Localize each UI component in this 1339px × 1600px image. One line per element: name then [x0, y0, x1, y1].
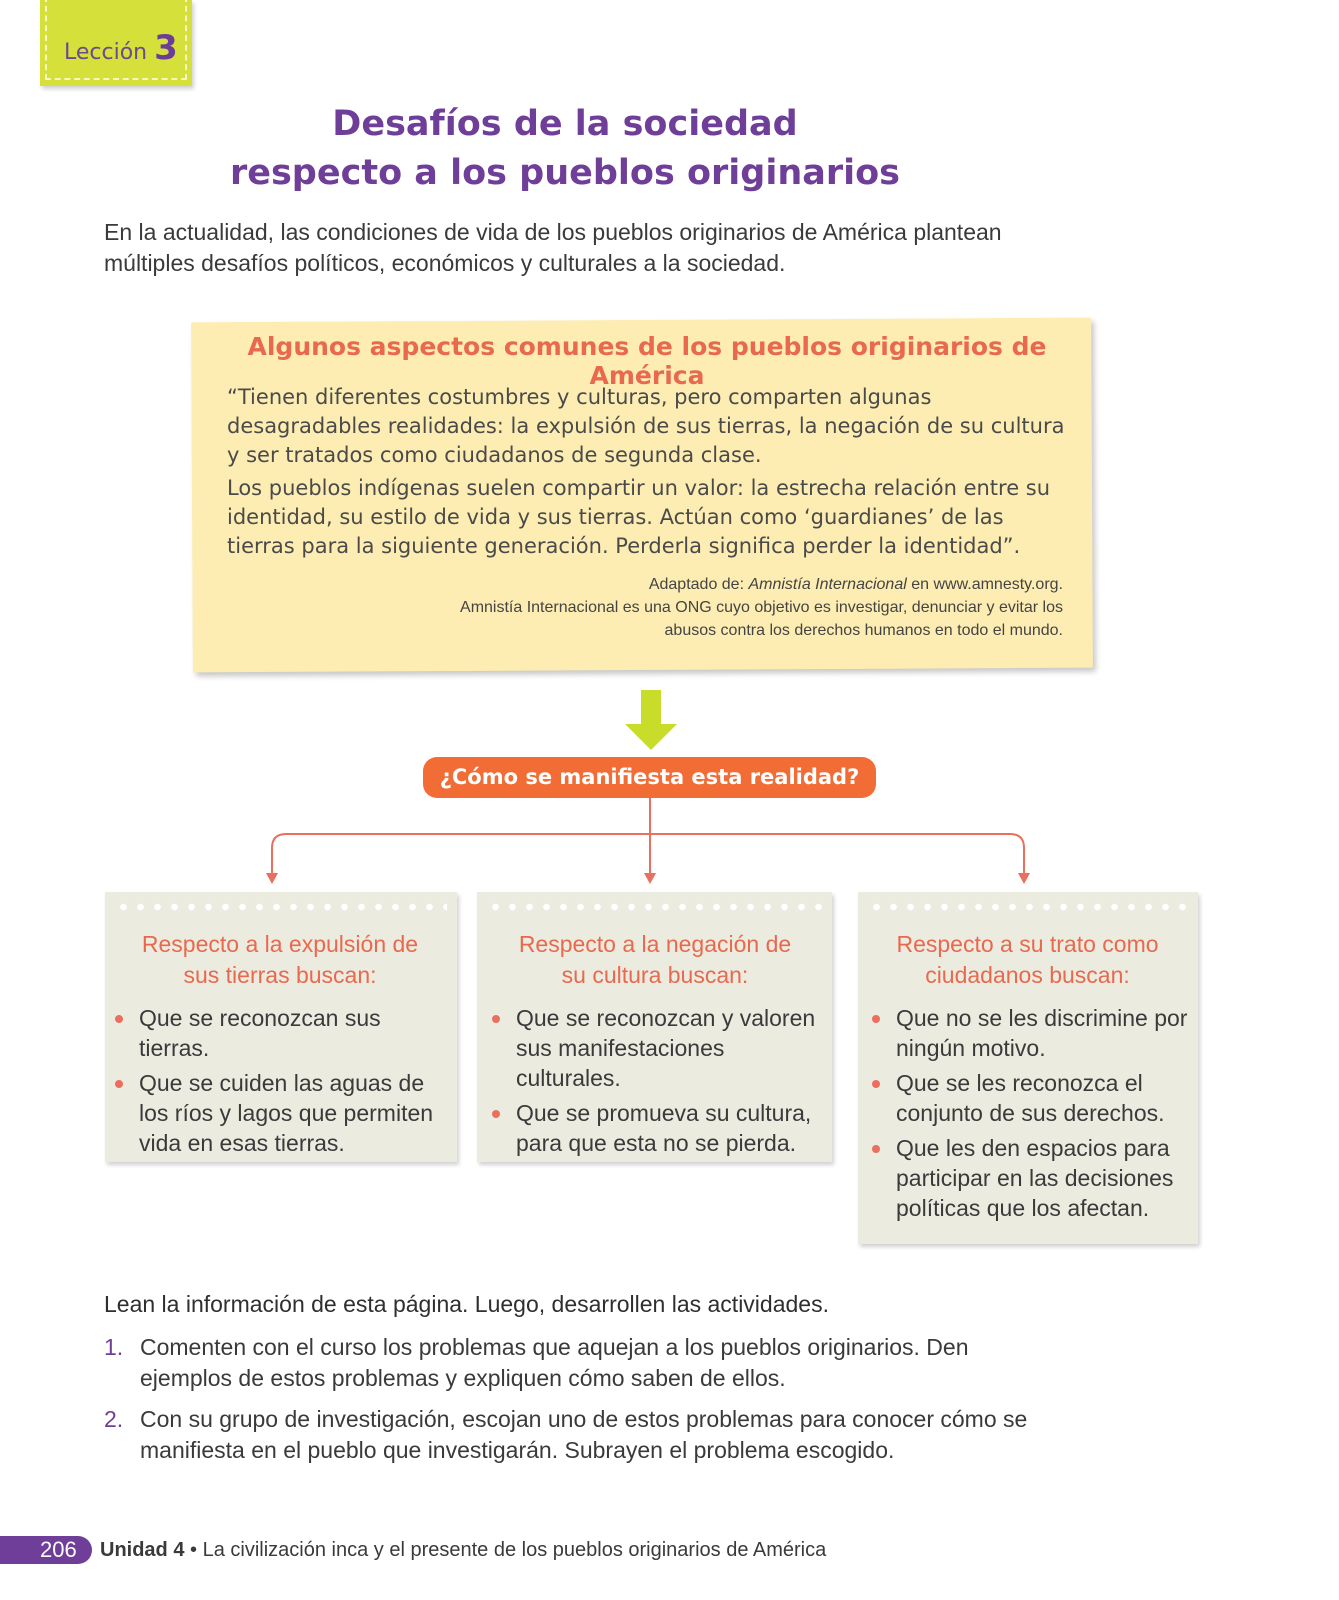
source-suffix: en www.amnesty.org. — [906, 576, 1063, 593]
list-item-text: Que se reconozcan y valoren sus manifestaciones culturales. — [516, 1005, 816, 1091]
list-item-text: Que se promueva su cultura, para que esta no se pierda. — [516, 1100, 812, 1156]
activity-item — [104, 1404, 1034, 1466]
list-item — [115, 1068, 450, 1158]
source-prefix: Adaptado de: — [648, 576, 749, 593]
activity-item — [104, 1332, 1034, 1394]
note-title: Algunos aspectos comunes de los pueblos originarios de América — [247, 332, 1047, 390]
page-number: 206 — [40, 1537, 77, 1562]
arrowhead-center-icon — [644, 873, 656, 884]
footer-subtitle: La civilización inca y el presente de los pueblos originarios de América — [202, 1539, 827, 1561]
activity-text: Con su grupo de investigación, escojan uno de estos problemas para conocer cómo se manifiesta en el pueblo que investigarán. Subrayen el problema escogido. — [140, 1406, 1028, 1463]
activity-list — [104, 1332, 1034, 1476]
list-item-text: Que se reconozcan sus tierras. — [139, 1005, 381, 1061]
branch-connector — [272, 834, 1024, 875]
bullet-icon — [115, 1080, 123, 1088]
list-item — [872, 1133, 1192, 1223]
arrowhead-left-icon — [266, 873, 278, 884]
bullet-icon — [872, 1080, 880, 1088]
instructions: Lean la información de esta página. Luego, desarrollen las actividades. — [104, 1291, 829, 1317]
list-item-text: Que se cuiden las aguas de los ríos y lagos que permiten vida en esas tierras. — [139, 1070, 434, 1156]
bullet-icon — [872, 1145, 880, 1153]
activity-number: 1. — [104, 1334, 124, 1360]
page-title-line1: Desafíos de la sociedad — [332, 104, 798, 144]
notepad-holes — [868, 902, 1188, 912]
bullet-icon — [115, 1015, 123, 1023]
activity-number: 2. — [104, 1406, 124, 1432]
list-item — [872, 1003, 1192, 1063]
list-item-text: Que les den espacios para participar en las decisiones políticas que los afectan. — [896, 1135, 1174, 1221]
notepad-holes — [115, 902, 447, 912]
arrowhead-right-icon — [1018, 873, 1030, 884]
card-expulsion-list — [115, 1003, 450, 1163]
bullet-icon — [492, 1110, 500, 1118]
card-culture-list — [492, 1003, 827, 1163]
source-note: Amnistía Internacional es una ONG cuyo objetivo es investigar, denunciar y evitar los abusos contra los derechos humanos en todo el mundo. — [460, 599, 1063, 639]
notepad-holes — [487, 902, 822, 912]
list-item — [872, 1068, 1192, 1128]
card-expulsion-heading: Respecto a la expulsión de sus tierras buscan: — [141, 931, 419, 988]
bullet-icon — [872, 1015, 880, 1023]
list-item-text: Que no se les discrimine por ningún motivo. — [896, 1005, 1188, 1061]
footer-separator: • — [184, 1539, 203, 1561]
list-item — [492, 1098, 827, 1158]
list-item — [115, 1003, 450, 1063]
quote-paragraph-2: Los pueblos indígenas suelen compartir un valor: la estrecha relación entre su identidad, su estilo de vida y sus tierras. Actúan como ‘guardianes’ de las tierras para la siguiente generación. Perderla significa perder la identidad”. — [227, 476, 1051, 558]
card-citizenship-list — [872, 1003, 1192, 1228]
bullet-icon — [492, 1015, 500, 1023]
card-culture-heading: Respecto a la negación de su cultura buscan: — [518, 931, 792, 988]
page-title-line2: respecto a los pueblos originarios — [229, 153, 901, 193]
intro-paragraph: En la actualidad, las condiciones de vida de los pueblos originarios de América plantean múltiples desafíos políticos, económicos y culturales a la sociedad. — [104, 219, 1002, 276]
footer-unit: Unidad 4 — [100, 1539, 185, 1561]
list-item-text: Que se les reconozca el conjunto de sus derechos. — [896, 1070, 1165, 1126]
list-item — [492, 1003, 827, 1093]
quote-paragraph-1: “Tienen diferentes costumbres y culturas, pero comparten algunas desagradables realidades: la expulsión de sus tierras, la negación de su cultura y ser tratados como ciudadanos de segunda clase. — [227, 385, 1065, 467]
lesson-number: 3 — [154, 28, 178, 68]
source-name: Amnistía Internacional — [748, 576, 907, 593]
footer-caption — [100, 1536, 826, 1564]
activity-text: Comenten con el curso los problemas que aquejan a los pueblos originarios. Den ejemplos de estos problemas y expliquen cómo saben de ellos. — [140, 1334, 969, 1391]
question-banner: ¿Cómo se manifiesta esta realidad? — [423, 757, 876, 798]
lesson-label-text: Lección — [64, 40, 148, 65]
card-citizenship-heading: Respecto a su trato como ciudadanos buscan: — [896, 931, 1159, 988]
